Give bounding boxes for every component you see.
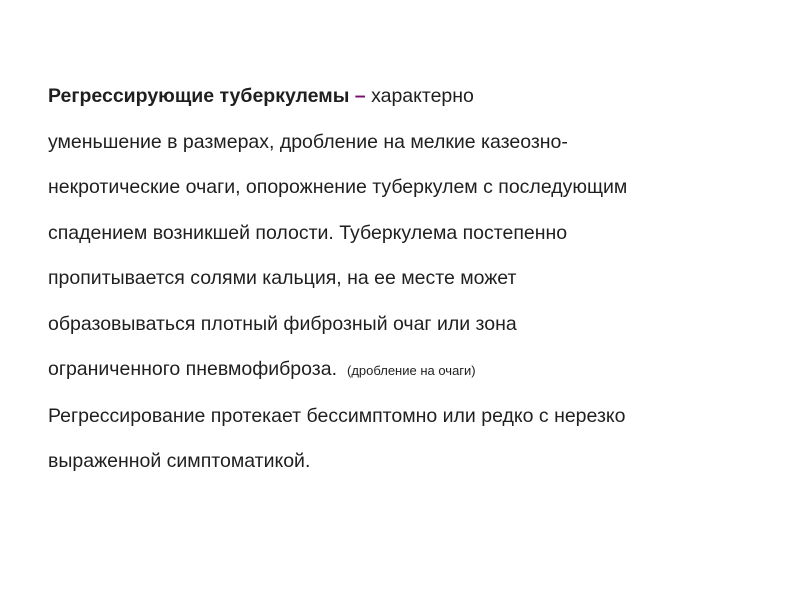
text-line-6: образовываться плотный фиброзный очаг или зона xyxy=(48,312,517,335)
heading-dash: – xyxy=(354,85,366,107)
text-line-7 xyxy=(48,347,788,394)
text-line-1-rest: характерно xyxy=(371,85,474,107)
text-line-2: уменьшение в размерах, дробление на мелкие казеозно- xyxy=(48,130,568,153)
slide-text xyxy=(48,74,788,485)
text-line-7-main: ограниченного пневмофиброза. xyxy=(48,358,337,380)
text-line-8: Регрессирование протекает бессимптомно или редко с нерезко xyxy=(48,404,626,427)
text-line-5: пропитывается солями кальция, на ее месте может xyxy=(48,267,517,289)
text-line-4: спадением возникшей полости. Туберкулема постепенно xyxy=(48,221,568,244)
heading-term: Регрессирующие туберкулемы xyxy=(48,85,350,107)
text-line-1 xyxy=(48,74,788,120)
text-line-9: выраженной симптоматикой. xyxy=(48,450,311,472)
text-line-3: некротические очаги, опорожнение туберкулем с последующим xyxy=(48,176,628,198)
side-note: (дробление на очаги) xyxy=(347,363,476,378)
